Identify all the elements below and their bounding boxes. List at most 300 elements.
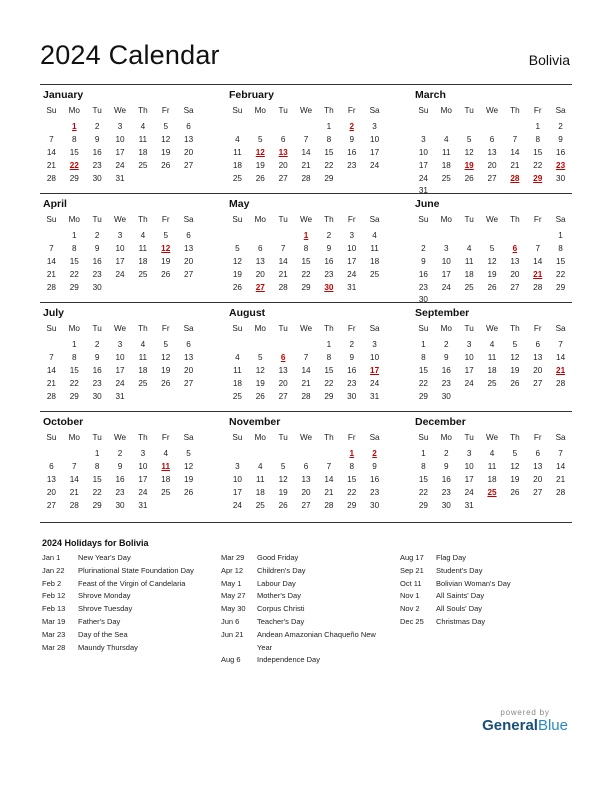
weekday-header [40,324,200,333]
weekday-label: Tu [464,215,474,224]
holiday-item [400,590,570,603]
day-cell: 24 [464,487,474,497]
day-cell [177,173,200,186]
week-row [40,134,200,147]
day-cell: 26 [255,391,265,401]
day-cell: 16 [556,147,566,157]
holiday-name: Feast of the Virgin of Candelaria [78,578,186,588]
day-cell: 14 [556,352,566,362]
day-cell [526,230,549,243]
weekday-header [226,215,386,224]
day-cell: 24 [464,378,474,388]
weekday-label: We [299,324,313,333]
holiday-day: 2 [372,449,377,458]
day-cell: 28 [69,500,79,510]
holiday-name: Mother's Day [257,591,301,601]
holiday-date: Mar 29 [221,553,245,562]
weekday-label: Sa [555,433,566,442]
day-cell: 7 [303,134,309,144]
day-cell: 8 [72,134,77,144]
day-cell [481,121,504,134]
weekday-label: Sa [183,433,194,442]
day-cell: 2 [326,231,332,240]
day-cell: 3 [444,243,449,253]
week-row [412,243,572,256]
day-cell: 4 [140,340,146,349]
day-cell: 15 [92,474,102,484]
week-row [412,160,572,173]
day-cell: 4 [466,243,472,253]
day-cell: 1 [94,449,100,458]
day-cell: 15 [556,256,566,266]
day-cell: 7 [535,243,540,253]
weekday-header [40,215,200,224]
day-cell: 6 [535,449,540,458]
weekday-label: Fr [533,215,542,224]
day-cell: 29 [418,391,428,401]
weekday-label: Th [138,324,148,333]
day-cell: 6 [49,461,54,471]
day-cell [63,448,86,461]
week-row [226,160,386,173]
day-cell [226,448,249,461]
day-cell: 8 [303,243,309,253]
day-cell: 22 [418,487,428,497]
day-cell [503,121,526,134]
day-cell [40,121,63,134]
day-cell: 8 [535,134,540,144]
day-cell: 9 [444,352,449,362]
day-cell: 7 [280,243,286,253]
week-row [412,461,572,474]
weekday-label: Mo [68,324,80,333]
day-cell: 16 [115,474,125,484]
day-cell: 29 [347,500,357,510]
weekday-label: Th [324,106,334,115]
holiday-item [42,590,212,603]
day-cell: 17 [370,147,380,157]
day-cell: 6 [186,340,191,349]
day-cell: 9 [372,461,377,471]
weekday-label: Su [46,433,57,442]
day-cell: 19 [161,147,171,157]
day-cell: 12 [161,352,171,362]
holidays-title: 2024 Holidays for Bolivia [42,538,149,548]
day-cell: 22 [347,487,357,497]
week-row [40,269,200,282]
day-cell: 31 [115,173,125,183]
day-cell: 18 [370,256,380,266]
holiday-item [221,590,391,603]
day-cell [295,121,318,134]
day-cell: 19 [278,487,288,497]
day-cell: 31 [115,391,125,401]
day-cell: 17 [441,269,451,279]
day-cell: 30 [556,173,566,183]
day-cell: 26 [161,378,171,388]
holiday-name: Christmas Day [436,616,486,626]
week-row [412,365,572,378]
day-cell: 31 [138,500,148,510]
day-cell: 29 [92,500,102,510]
day-cell: 24 [441,282,451,292]
day-cell: 8 [326,134,332,144]
week-row [412,391,572,404]
day-cell: 1 [72,231,77,240]
day-cell [503,500,526,513]
day-cell: 27 [533,487,543,497]
week-row [40,500,200,513]
holiday-date: May 30 [221,604,246,614]
month-days [40,230,200,294]
day-cell: 18 [232,378,242,388]
week-row [226,269,386,282]
day-cell: 12 [510,352,520,362]
week-row [226,121,386,134]
day-cell: 28 [556,378,566,388]
week-row [412,474,572,487]
day-cell: 8 [349,461,354,471]
day-cell: 1 [326,340,332,349]
weekday-label: Mo [440,215,452,224]
weekday-label: Th [324,215,334,224]
day-cell: 27 [533,378,543,388]
week-row [412,339,572,352]
day-cell: 27 [487,173,497,183]
weekday-label: We [113,433,127,442]
weekday-label: We [485,324,499,333]
week-row [226,243,386,256]
day-cell: 15 [69,256,79,266]
day-cell: 19 [184,474,194,484]
holiday-date: Nov 2 [400,604,420,614]
day-cell: 27 [510,282,520,292]
day-cell: 18 [255,487,265,497]
day-cell: 23 [92,378,102,388]
weekday-label: Su [418,324,429,333]
day-cell: 3 [466,340,472,349]
holiday-day: 30 [324,282,334,292]
weekday-label: Fr [347,106,356,115]
week-row [40,461,200,474]
holiday-day: 12 [161,243,171,253]
day-cell [131,391,154,404]
day-cell: 18 [138,256,148,266]
day-cell: 6 [186,231,191,240]
day-cell: 9 [94,134,100,144]
holiday-day: 21 [556,365,566,375]
weekday-label: We [113,324,127,333]
day-cell: 5 [258,352,263,362]
day-cell: 18 [487,365,497,375]
day-cell: 22 [301,269,311,279]
weekday-label: Th [138,106,148,115]
day-cell: 14 [533,256,543,266]
weekday-label: Su [418,215,429,224]
holiday-item [42,616,212,629]
weekday-label: Sa [369,215,380,224]
week-row [40,173,200,186]
day-cell: 20 [510,269,520,279]
day-cell: 3 [117,122,123,131]
day-cell: 29 [301,282,311,292]
holiday-day: 11 [161,461,171,471]
holiday-day: 19 [464,160,474,170]
weekday-label: Mo [440,106,452,115]
day-cell: 24 [370,160,380,170]
day-cell: 16 [324,256,334,266]
day-cell: 5 [512,340,518,349]
day-cell: 21 [69,487,79,497]
day-cell: 30 [115,500,125,510]
day-cell: 26 [184,487,194,497]
day-cell: 25 [370,269,380,279]
day-cell: 15 [69,365,79,375]
day-cell: 11 [138,352,148,362]
holiday-date: Jan 22 [42,565,65,575]
holiday-item [42,565,212,578]
weekday-label: Tu [92,106,102,115]
weekday-label: Sa [369,433,380,442]
weekday-label: Fr [347,324,356,333]
day-cell: 6 [258,243,263,253]
weekday-header [412,106,572,115]
holiday-item [42,578,212,591]
day-cell [481,230,504,243]
day-cell: 21 [324,487,334,497]
day-cell: 9 [94,352,100,362]
day-cell: 3 [117,231,123,240]
day-cell: 17 [138,474,148,484]
month-block [40,85,200,193]
day-cell: 27 [184,269,194,279]
weekday-label: Fr [161,106,170,115]
day-cell: 15 [418,474,428,484]
day-cell: 21 [278,269,288,279]
day-cell: 30 [441,500,451,510]
weekday-label: We [113,106,127,115]
day-cell: 21 [46,160,56,170]
day-cell: 19 [510,474,520,484]
holiday-day: 27 [255,282,265,292]
country-label: Bolivia [528,52,570,68]
day-cell: 2 [117,449,123,458]
day-cell [549,391,572,404]
holiday-date: Apr 12 [221,565,244,575]
weekday-label: Mo [254,215,266,224]
day-cell: 14 [46,147,56,157]
day-cell: 26 [255,173,265,183]
weekday-label: Fr [161,433,170,442]
day-cell: 24 [232,500,242,510]
day-cell: 23 [370,487,380,497]
day-cell: 30 [92,391,102,401]
weekday-label: Su [232,215,243,224]
day-cell: 28 [324,500,334,510]
week-row [226,230,386,243]
week-row [226,461,386,474]
day-cell: 5 [258,134,263,144]
week-row [40,256,200,269]
week-row [40,282,200,295]
day-cell: 4 [489,340,495,349]
day-cell: 4 [163,449,168,458]
holiday-item [400,603,570,616]
day-cell: 15 [533,147,543,157]
weekday-label: Sa [555,215,566,224]
holiday-date: Jun 6 [221,616,240,626]
day-cell: 14 [324,474,334,484]
day-cell: 19 [232,269,242,279]
day-cell: 4 [140,231,146,240]
day-cell: 16 [441,365,451,375]
day-cell: 10 [115,134,125,144]
day-cell: 8 [421,352,426,362]
holiday-name: All Saints' Day [436,591,485,601]
weekday-label: Tu [278,106,288,115]
day-cell [458,121,481,134]
holiday-item [221,654,391,667]
weekday-label: Sa [555,106,566,115]
month-block [412,194,572,305]
day-cell [177,282,200,295]
day-cell: 7 [72,461,77,471]
month-name: December [415,416,466,428]
day-cell [272,448,295,461]
day-cell: 22 [324,378,334,388]
holiday-day: 12 [255,147,265,157]
day-cell: 18 [232,160,242,170]
day-cell: 10 [464,461,474,471]
week-row [226,282,386,295]
weekday-label: Su [46,324,57,333]
holiday-day: 17 [370,365,380,375]
day-cell: 20 [255,269,265,279]
day-cell: 10 [138,461,148,471]
weekday-label: Su [418,106,429,115]
weekday-label: Sa [369,324,380,333]
week-row [412,230,572,243]
day-cell: 12 [278,474,288,484]
weekday-label: Fr [533,106,542,115]
day-cell: 7 [49,352,54,362]
day-cell: 13 [533,352,543,362]
day-cell: 4 [235,352,240,362]
holiday-date: Sep 21 [400,565,424,575]
weekday-label: Fr [533,324,542,333]
day-cell [526,391,549,404]
day-cell: 29 [69,282,79,292]
holiday-item [400,578,570,591]
day-cell: 24 [138,487,148,497]
day-cell [363,282,386,295]
weekday-label: Su [46,215,57,224]
day-cell: 20 [278,378,288,388]
day-cell: 12 [255,365,265,375]
weekday-label: Mo [254,106,266,115]
brand-logo[interactable] [482,708,568,734]
weekday-label: Fr [161,324,170,333]
holiday-date: May 27 [221,591,246,601]
holiday-column-2 [221,552,391,667]
day-cell: 27 [278,391,288,401]
holiday-name: Shrove Monday [78,591,131,601]
day-cell: 23 [115,487,125,497]
week-row [412,173,572,186]
weekday-label: Tu [92,215,102,224]
day-cell: 29 [324,391,334,401]
day-cell: 9 [444,461,449,471]
day-cell: 10 [464,352,474,362]
week-row [40,474,200,487]
day-cell: 1 [72,340,77,349]
day-cell [458,391,481,404]
day-cell [272,230,295,243]
holiday-item [400,565,570,578]
weekday-label: Tu [92,433,102,442]
day-cell: 27 [184,160,194,170]
day-cell: 14 [46,256,56,266]
day-cell: 18 [138,147,148,157]
day-cell [295,448,318,461]
weekday-label: Mo [254,433,266,442]
grid-bottom-divider [40,522,572,523]
day-cell: 27 [278,173,288,183]
day-cell: 25 [161,487,171,497]
day-cell [177,500,200,513]
day-cell: 5 [466,134,472,144]
day-cell [226,339,249,352]
month-name: June [415,198,440,210]
day-cell: 16 [370,474,380,484]
day-cell [131,282,154,295]
day-cell: 21 [301,378,311,388]
day-cell: 7 [303,352,309,362]
day-cell: 11 [487,352,497,362]
page-title: 2024 Calendar [40,40,220,70]
day-cell: 20 [184,256,194,266]
day-cell: 17 [115,147,125,157]
holiday-day: 23 [556,160,566,170]
holiday-name: Children's Day [257,565,306,575]
day-cell: 3 [421,134,426,144]
holiday-item [221,603,391,616]
weekday-label: Fr [533,433,542,442]
week-row [412,134,572,147]
day-cell: 15 [69,147,79,157]
day-cell: 31 [418,186,428,196]
week-row [412,378,572,391]
day-cell: 14 [46,365,56,375]
holiday-day: 22 [69,160,79,170]
day-cell: 10 [370,134,380,144]
holiday-column-1 [42,552,212,654]
day-cell: 19 [487,269,497,279]
day-cell: 20 [278,160,288,170]
month-days [226,339,386,403]
day-cell: 15 [324,365,334,375]
day-cell: 5 [280,461,286,471]
day-cell: 2 [558,122,563,131]
weekday-label: Sa [183,324,194,333]
day-cell: 5 [163,122,168,131]
month-row [40,411,572,520]
weekday-header [412,215,572,224]
month-days [412,448,572,512]
week-row [412,487,572,500]
week-row [40,230,200,243]
weekday-label: Tu [464,433,474,442]
